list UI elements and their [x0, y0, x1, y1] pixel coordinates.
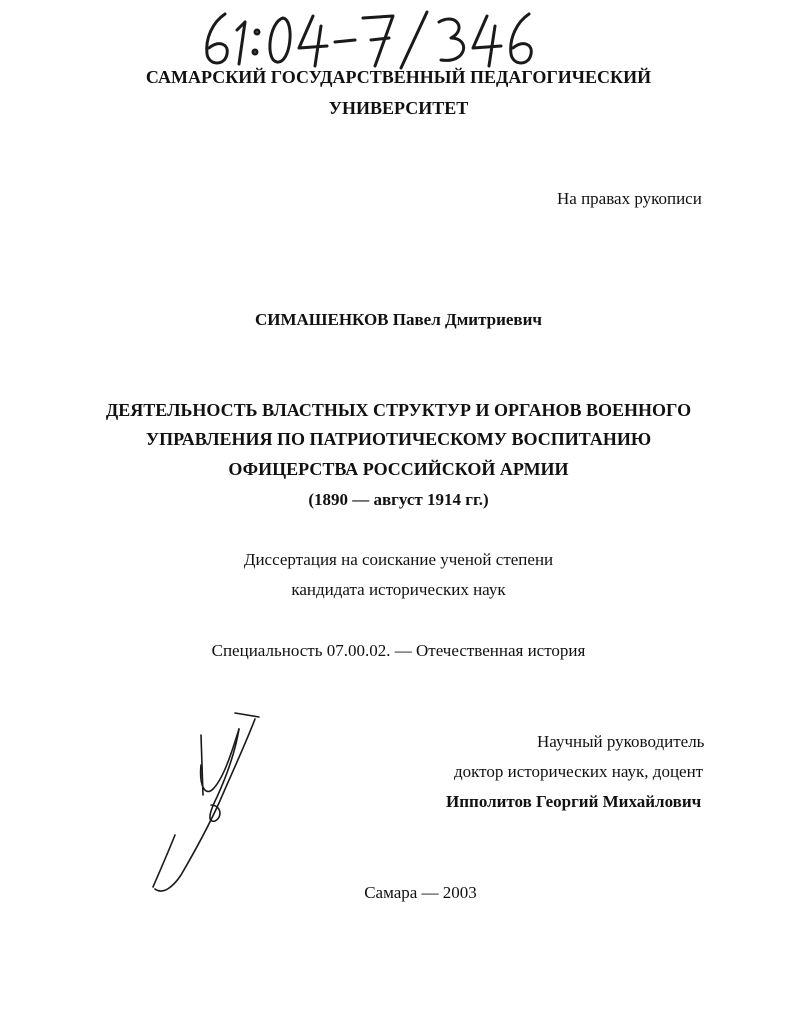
handwritten-archive-number	[195, 8, 540, 72]
supervisor-label: Научный руководитель	[537, 732, 705, 751]
author	[0, 310, 797, 330]
institution-line-1: САМАРСКИЙ ГОСУДАРСТВЕННЫЙ ПЕДАГОГИЧЕСКИЙ	[145, 67, 652, 87]
title-line-1: ДЕЯТЕЛЬНОСТЬ ВЛАСТНЫХ СТРУКТУР И ОРГАНОВ ВОЕННОГО	[105, 400, 692, 420]
author-given-names: Павел Дмитриевич	[392, 310, 542, 329]
specialty: Специальность 07.00.02. — Отечественная история	[211, 641, 586, 660]
place-year: Самара — 2003	[364, 883, 477, 902]
signature	[135, 705, 275, 905]
author-surname: СИМАШЕНКОВ	[254, 310, 389, 329]
degree-line-2: кандидата исторических наук	[291, 580, 506, 599]
manuscript-note: На правах рукописи	[557, 189, 702, 208]
degree-line-1: Диссертация на соискание ученой степени	[243, 550, 554, 569]
title-line-2: УПРАВЛЕНИЯ ПО ПАТРИОТИЧЕСКОМУ ВОСПИТАНИЮ	[145, 429, 652, 449]
title-line-3: ОФИЦЕРСТВА РОССИЙСКОЙ АРМИИ	[228, 459, 569, 479]
supervisor-credentials: доктор исторических наук, доцент	[454, 762, 704, 781]
supervisor-name: Ипполитов Георгий Михайлович	[446, 792, 702, 811]
title-period: (1890 — август 1914 гг.)	[308, 490, 489, 509]
institution-line-2: УНИВЕРСИТЕТ	[328, 98, 469, 118]
